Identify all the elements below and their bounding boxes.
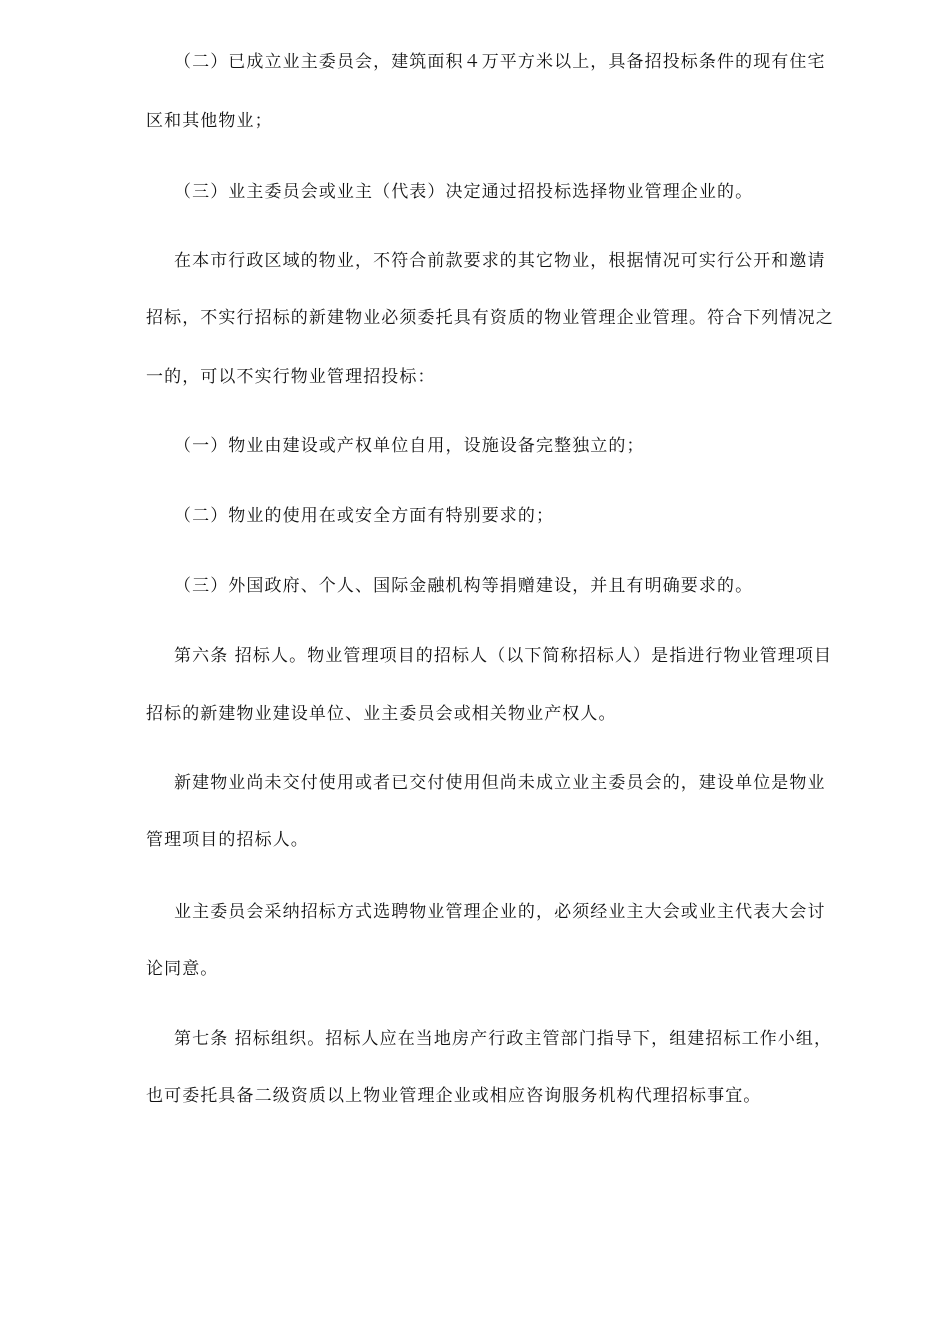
paragraph-line: 区和其他物业； bbox=[146, 111, 273, 131]
paragraph-line: （一）物业由建设或产权单位自用，设施设备完整独立的； bbox=[174, 436, 645, 456]
paragraph-line: （二）物业的使用在或安全方面有特别要求的； bbox=[174, 506, 555, 526]
paragraph-line: （二）已成立业主委员会，建筑面积４万平方米以上，具备招投标条件的现有住宅 bbox=[174, 52, 826, 72]
paragraph-line: 第七条 招标组织。招标人应在当地房产行政主管部门指导下，组建招标工作小组， bbox=[174, 1029, 833, 1049]
paragraph-line: （三）业主委员会或业主（代表）决定通过招投标选择物业管理企业的。 bbox=[174, 182, 754, 202]
paragraph-line: 招标的新建物业建设单位、业主委员会或相关物业产权人。 bbox=[146, 704, 617, 724]
paragraph-line: 招标，不实行招标的新建物业必须委托具有资质的物业管理企业管理。符合下列情况之 bbox=[146, 308, 834, 328]
paragraph-line: （三）外国政府、个人、国际金融机构等捐赠建设，并且有明确要求的。 bbox=[174, 576, 754, 596]
paragraph-line: 第六条 招标人。物业管理项目的招标人（以下简称招标人）是指进行物业管理项目 bbox=[174, 646, 833, 666]
paragraph-line: 管理项目的招标人。 bbox=[146, 830, 309, 850]
paragraph-line: 也可委托具备二级资质以上物业管理企业或相应咨询服务机构代理招标事宜。 bbox=[146, 1086, 762, 1106]
paragraph-line: 业主委员会采纳招标方式选聘物业管理企业的，必须经业主大会或业主代表大会讨 bbox=[174, 902, 826, 922]
paragraph-line: 在本市行政区域的物业，不符合前款要求的其它物业，根据情况可实行公开和邀请 bbox=[174, 251, 826, 271]
paragraph-line: 新建物业尚未交付使用或者已交付使用但尚未成立业主委员会的，建设单位是物业 bbox=[174, 773, 826, 793]
paragraph-line: 一的，可以不实行物业管理招投标： bbox=[146, 367, 436, 387]
paragraph-line: 论同意。 bbox=[146, 959, 219, 979]
